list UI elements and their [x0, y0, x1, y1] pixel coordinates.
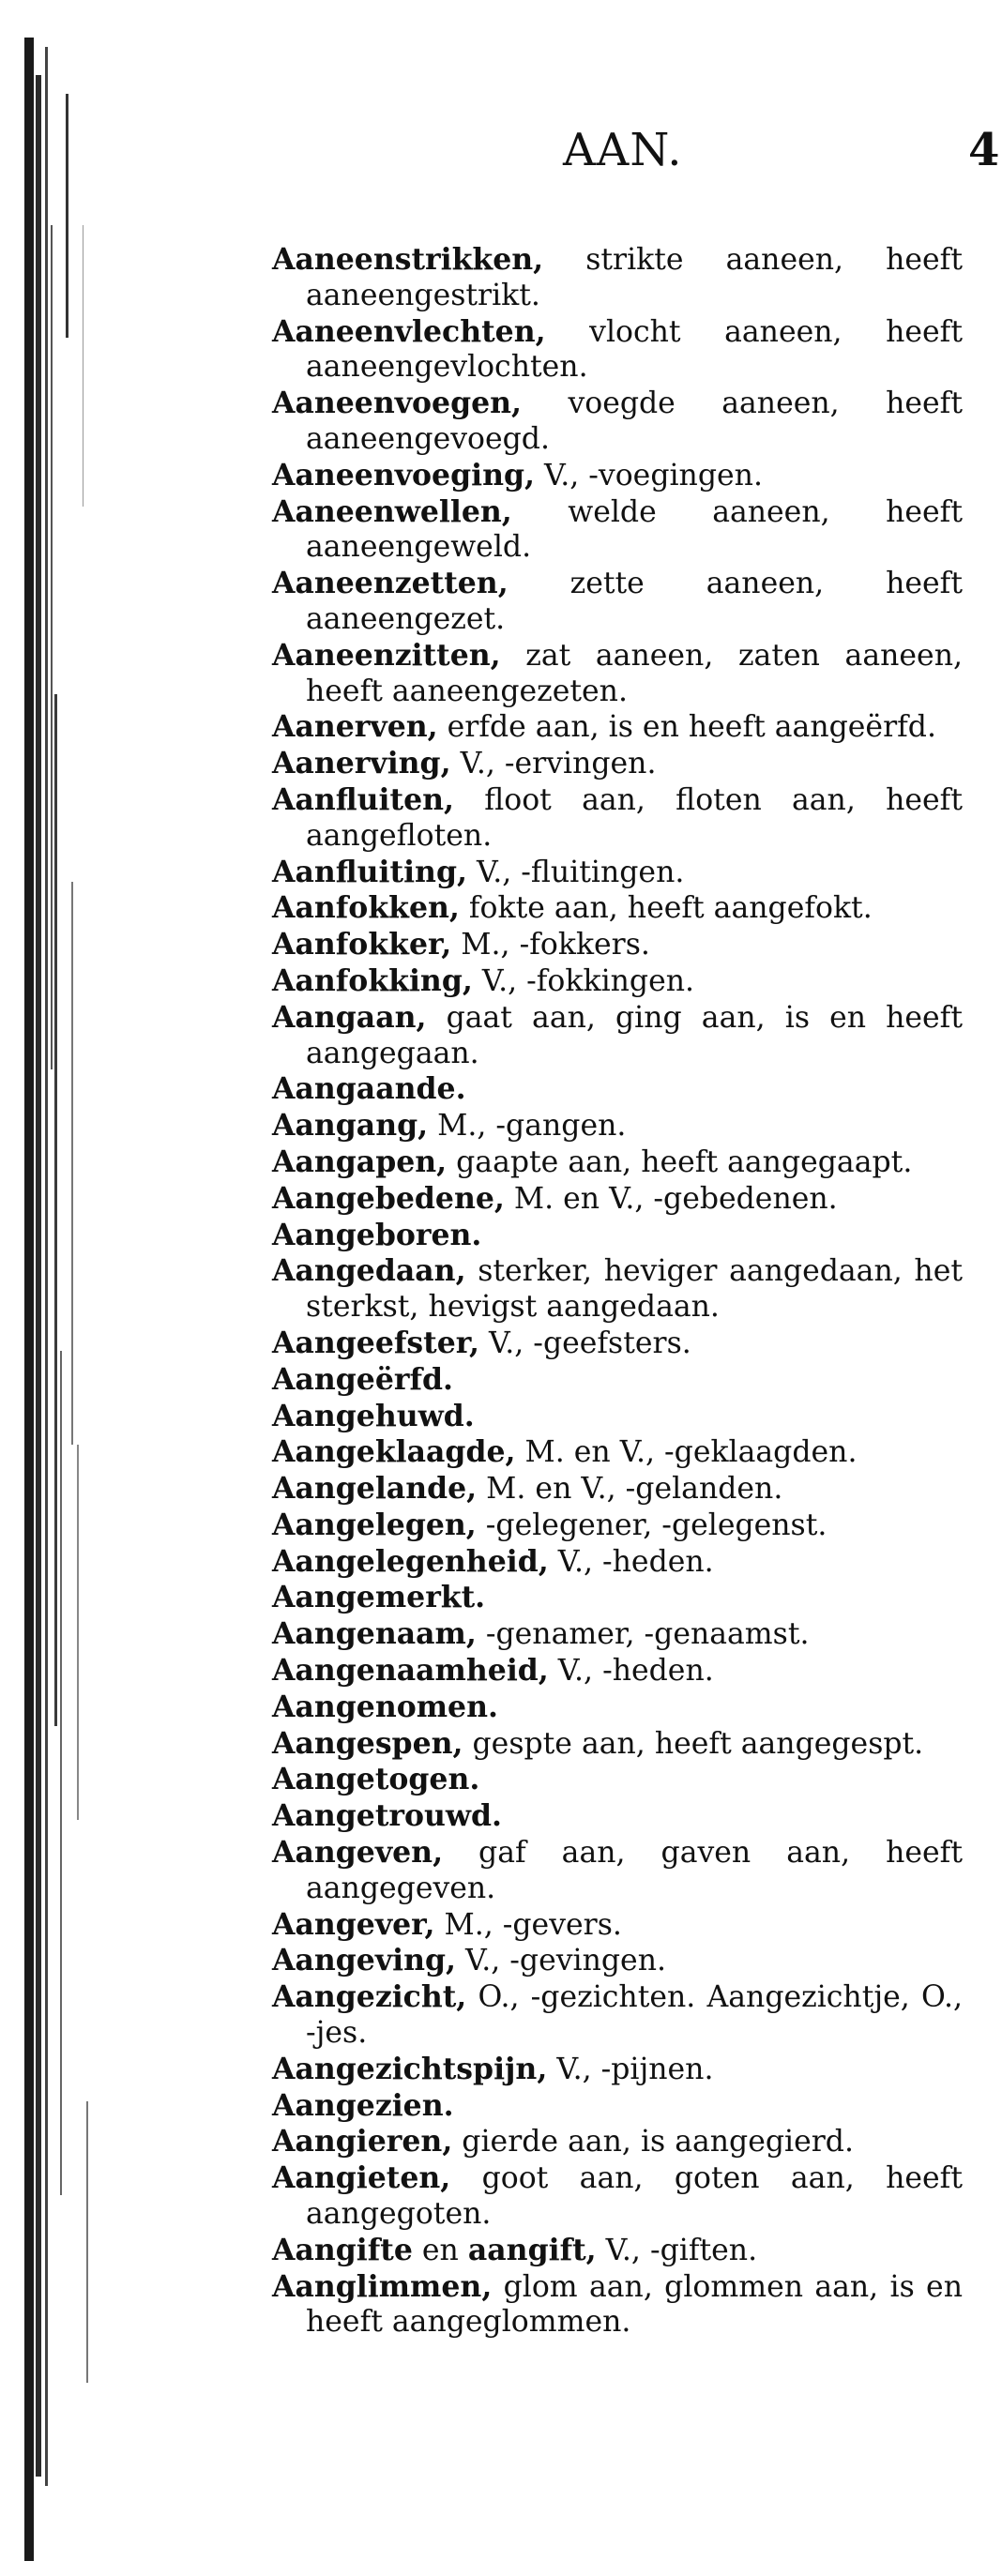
- entry-headword: Aangenomen.: [272, 1689, 498, 1724]
- dictionary-entry: [272, 782, 963, 855]
- entry-headword: Aangieten,: [272, 2160, 451, 2196]
- dictionary-entry: [272, 746, 963, 782]
- dictionary-entry: [272, 1508, 963, 1544]
- dictionary-entry: [272, 638, 963, 710]
- dictionary-entry: [272, 242, 963, 314]
- dictionary-entry: [272, 1907, 963, 1944]
- entry-definition: V., -pijnen.: [547, 2052, 714, 2086]
- entry-headword: Aanfluiten,: [272, 781, 454, 817]
- entry-definition: M., -gevers.: [434, 1907, 622, 1942]
- dictionary-entry: [272, 494, 963, 567]
- entry-headword: Aangaan,: [272, 999, 427, 1035]
- entry-headword: Aangever,: [272, 1906, 435, 1942]
- entry-headword-variant: aangift,: [467, 2232, 597, 2267]
- dictionary-entry: [272, 458, 963, 494]
- dictionary-entries: [272, 242, 963, 2341]
- dictionary-entry: [272, 1218, 963, 1254]
- entry-definition: sterker, heviger aangedaan, het sterkst, hevigst aangedaan.: [306, 1254, 963, 1325]
- entry-definition: gaapte aan, heeft aangegaapt.: [447, 1144, 913, 1179]
- entry-definition: gaat aan, ging aan, is en heeft aangegaan.: [306, 1000, 963, 1070]
- dictionary-entry: [272, 709, 963, 746]
- entry-headword: Aangenaam,: [272, 1616, 477, 1652]
- dictionary-entry: [272, 1979, 963, 2052]
- dictionary-entry: [272, 927, 963, 963]
- dictionary-entry: [272, 2124, 963, 2160]
- entry-headword: Aaneenvoegen,: [272, 386, 523, 421]
- entry-definition: zat aaneen, zaten aaneen, heeft aaneengezeten.: [306, 638, 963, 708]
- entry-definition: zette aaneen, heeft aaneengezet.: [306, 567, 963, 636]
- dictionary-entry: [272, 566, 963, 638]
- entry-headword: Aangeven,: [272, 1835, 444, 1871]
- entry-headword: Aangieren,: [272, 2124, 453, 2159]
- dictionary-entry: [272, 2160, 963, 2233]
- entry-definition: M. en V., -geklaagden.: [515, 1435, 858, 1470]
- dictionary-entry: [272, 2052, 963, 2088]
- dictionary-entry: [272, 2233, 963, 2269]
- entry-definition: V., -gevingen.: [455, 1944, 666, 1978]
- dictionary-entry: [272, 1326, 963, 1362]
- entry-headword: Aaneenstrikken,: [272, 242, 544, 277]
- entry-headword: Aaneenwellen,: [272, 493, 512, 529]
- dictionary-entry: [272, 1399, 963, 1435]
- entry-definition: V., -fokkingen.: [472, 963, 695, 998]
- dictionary-entry: [272, 1144, 963, 1181]
- entry-definition: M., -fokkers.: [451, 928, 650, 962]
- dictionary-entry: [272, 1000, 963, 1072]
- entry-headword: Aaneenzitten,: [272, 637, 501, 673]
- entry-headword: Aangeboren.: [272, 1217, 482, 1252]
- dictionary-entry: [272, 1653, 963, 1690]
- dictionary-entry: [272, 314, 963, 386]
- entry-definition: M., -gangen.: [428, 1109, 627, 1144]
- entry-definition: V., -fluitingen.: [466, 855, 685, 889]
- entry-definition: V., -heden.: [548, 1654, 714, 1689]
- entry-headword: Aangedaan,: [272, 1253, 466, 1289]
- entry-headword: Aangezichtspijn,: [272, 2051, 548, 2086]
- page-number: 4: [968, 124, 1000, 176]
- dictionary-entry: [272, 1362, 963, 1399]
- dictionary-entry: [272, 2269, 963, 2341]
- entry-headword: Aanglimmen,: [272, 2268, 493, 2304]
- entry-headword: Aanfokking,: [272, 962, 473, 998]
- header-word: AAN.: [563, 124, 683, 176]
- dictionary-entry: [272, 1726, 963, 1763]
- entry-definition: V., -heden.: [548, 1544, 714, 1579]
- entry-headword: Aangeving,: [272, 1943, 456, 1978]
- entry-headword: Aangespen,: [272, 1725, 463, 1761]
- entry-headword: Aaneenvlechten,: [272, 313, 546, 349]
- entry-headword: Aangeklaagde,: [272, 1434, 516, 1470]
- entry-headword: Aangetrouwd.: [272, 1798, 502, 1834]
- dictionary-entry: [272, 386, 963, 458]
- entry-definition: strikte aaneen, heeft aaneengestrikt.: [306, 243, 963, 312]
- entry-headword: Aanfluiting,: [272, 854, 467, 889]
- entry-headword: Aangeefster,: [272, 1325, 480, 1360]
- dictionary-entry: [272, 1434, 963, 1471]
- entry-definition: en: [412, 2233, 468, 2267]
- entry-definition: M. en V., -gelanden.: [477, 1472, 783, 1507]
- entry-headword: Aanfokken,: [272, 890, 460, 926]
- entry-definition: V., -geefsters.: [479, 1326, 691, 1360]
- entry-headword: Aangeërfd.: [272, 1361, 453, 1397]
- entry-definition: V., -ervingen.: [450, 747, 657, 781]
- entry-definition: floot aan, floten aan, heeft aangefloten.: [306, 782, 963, 853]
- entry-headword: Aangezicht,: [272, 1979, 467, 2015]
- dictionary-entry: [272, 1835, 963, 1907]
- dictionary-entry: [272, 1253, 963, 1326]
- entry-headword: Aangenaamheid,: [272, 1653, 549, 1689]
- entry-headword: Aangetogen.: [272, 1762, 480, 1797]
- entry-definition: gierde aan, is aangegierd.: [452, 2125, 854, 2159]
- dictionary-entry: [272, 1544, 963, 1581]
- entry-definition: erfde aan, is en heeft aangeërfd.: [437, 710, 936, 745]
- entry-definition: M. en V., -gebedenen.: [504, 1181, 838, 1216]
- entry-definition: V., -voegingen.: [534, 458, 763, 492]
- dictionary-entry: [272, 1108, 963, 1144]
- dictionary-entry: [272, 1071, 963, 1108]
- entry-definition: -genamer, -genaamst.: [476, 1617, 810, 1652]
- entry-definition: -gelegener, -gelegenst.: [476, 1508, 827, 1542]
- entry-definition: glom aan, glommen aan, is en heeft aangeglommen.: [306, 2269, 963, 2340]
- scanned-page-edge: [21, 38, 105, 2561]
- entry-definition: vlocht aaneen, heeft aaneengevlochten.: [306, 314, 963, 385]
- entry-headword: Aangelegenheid,: [272, 1543, 549, 1579]
- dictionary-entry: [272, 890, 963, 927]
- dictionary-entry: [272, 1943, 963, 1979]
- entry-headword: Aangaande.: [272, 1071, 466, 1107]
- entry-headword: Aanerven,: [272, 709, 438, 745]
- dictionary-entry: [272, 1616, 963, 1653]
- entry-headword: Aangifte: [272, 2232, 413, 2267]
- dictionary-entry: [272, 1471, 963, 1508]
- entry-headword: Aangehuwd.: [272, 1398, 475, 1433]
- dictionary-entry: [272, 963, 963, 1000]
- dictionary-entry: [272, 1181, 963, 1218]
- entry-definition: voegde aaneen, heeft aaneengevoegd.: [306, 386, 963, 456]
- entry-headword: Aangang,: [272, 1108, 429, 1144]
- running-header: [0, 124, 1002, 180]
- entry-definition: V., -giften.: [596, 2233, 758, 2267]
- entry-definition: gespte aan, heeft aangegespt.: [463, 1726, 924, 1761]
- dictionary-entry: [272, 1762, 963, 1798]
- entry-headword: Aangelegen,: [272, 1507, 477, 1542]
- dictionary-entry: [272, 1690, 963, 1726]
- entry-headword: Aangapen,: [272, 1144, 448, 1179]
- dictionary-entry: [272, 855, 963, 891]
- entry-headword: Aanerving,: [272, 746, 451, 781]
- dictionary-entry: [272, 1798, 963, 1835]
- entry-definition: O., -gezichten. Aangezichtje, O., -jes.: [306, 1980, 963, 2051]
- entry-headword: Aanfokker,: [272, 927, 452, 962]
- entry-headword: Aangemerkt.: [272, 1580, 486, 1615]
- entry-headword: Aaneenzetten,: [272, 566, 509, 601]
- entry-definition: fokte aan, heeft aangefokt.: [459, 891, 873, 926]
- entry-headword: Aangelande,: [272, 1471, 478, 1507]
- dictionary-entry: [272, 2088, 963, 2125]
- entry-headword: Aangezien.: [272, 2087, 454, 2123]
- entry-definition: goot aan, goten aan, heeft aangegoten.: [306, 2161, 963, 2232]
- entry-headword: Aangebedene,: [272, 1180, 505, 1216]
- dictionary-entry: [272, 1580, 963, 1616]
- entry-definition: gaf aan, gaven aan, heeft aangegeven.: [306, 1836, 963, 1905]
- entry-headword: Aaneenvoeging,: [272, 457, 535, 492]
- entry-definition: welde aaneen, heeft aaneengeweld.: [306, 494, 963, 565]
